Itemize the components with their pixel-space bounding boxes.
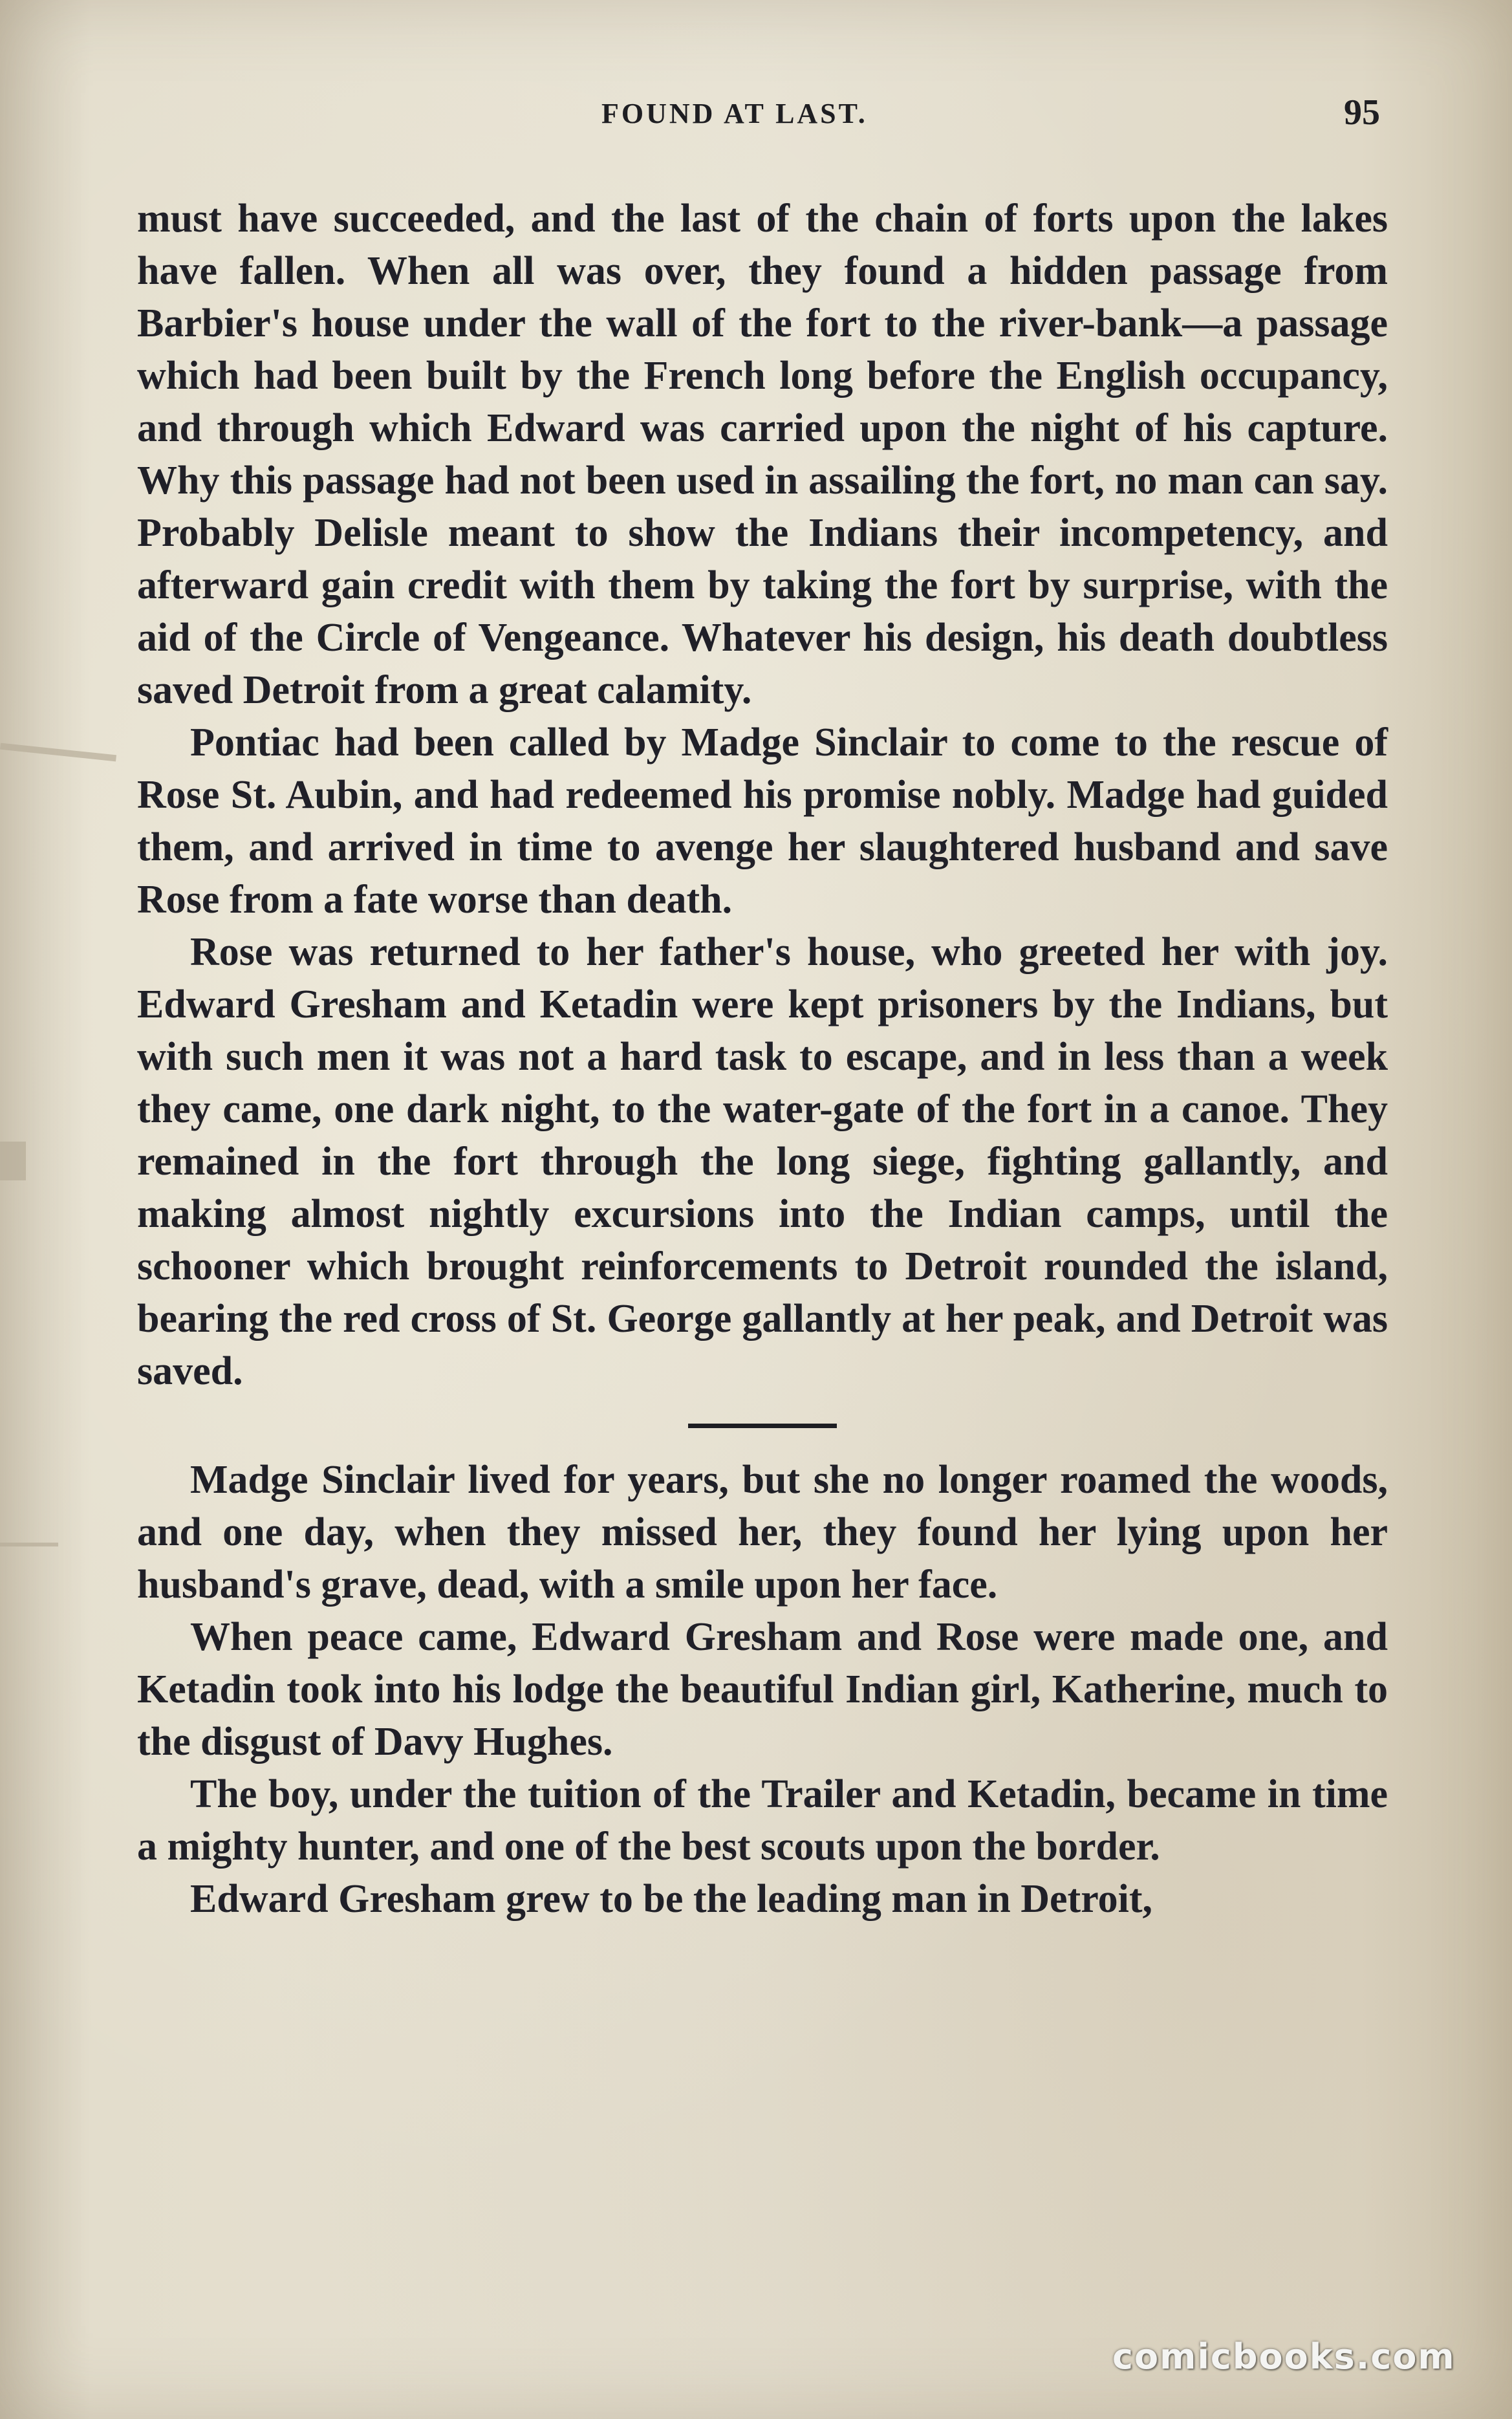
running-head <box>0 91 1512 149</box>
page-tear-mark <box>0 1142 26 1180</box>
watermark-text: comicbooks.com <box>1112 2336 1456 2377</box>
body-text <box>137 193 1388 1925</box>
paragraph-4: Madge Sinclair lived for years, but she no longer roamed the woods, and one day, when they missed her, they found her lying upon her husband's grave, dead, with a smile upon her face. <box>137 1458 1388 1607</box>
page-tear-mark <box>0 743 116 762</box>
paragraph-7: Edward Gresham grew to be the leading man in Detroit, <box>190 1877 1152 1921</box>
paragraph-6: The boy, under the tuition of the Trailer and Ketadin, became in time a mighty hunter, and one of the best scouts upon the border. <box>137 1772 1388 1869</box>
page-tear-mark <box>0 1543 58 1546</box>
section-divider <box>688 1424 837 1428</box>
paragraph-1: must have succeeded, and the last of the chain of forts upon the lakes have fallen. When all was over, they found a hidden passage from Barbier's house under the wall of the fort to the river-bank—a passage which had been built by the French long before the English occupancy, and through which Edward was carried upon the night of his capture. Why this passage had not been used in assailing the fort, no man can say. Probably Delisle meant to show the Indians their incompetency, and afterward gain credit with them by taking the fort by surprise, with the aid of the Circle of Vengeance. Whatever his design, his death doubtless saved Detroit from a great calamity. <box>137 197 1388 712</box>
page-number: 95 <box>1344 92 1380 133</box>
paragraph-3: Rose was returned to her father's house, who greeted her with joy. Edward Gresham and Ketadin were kept prisoners by the Indians, but with such men it was not a hard task to escape, and in less than a week they came, one dark night, to the water-gate of the fort in a canoe. They remained in the fort through the long siege, fighting gallantly, and making almost nightly excursions into the Indian camps, until the schooner which brought reinforcements to Detroit rounded the island, bearing the red cross of St. George gallantly at her peak, and Detroit was saved. <box>137 930 1388 1393</box>
paragraph-2: Pontiac had been called by Madge Sinclair to come to the rescue of Rose St. Aubin, and had redeemed his promise nobly. Madge had guided them, and arrived in time to avenge her slaughtered husband and save Rose from a fate worse than death. <box>137 721 1388 922</box>
running-title: FOUND AT LAST. <box>601 98 868 129</box>
paragraph-5: When peace came, Edward Gresham and Rose were made one, and Ketadin took into his lodge the beautiful Indian girl, Katherine, much to the disgust of Davy Hughes. <box>137 1615 1388 1764</box>
